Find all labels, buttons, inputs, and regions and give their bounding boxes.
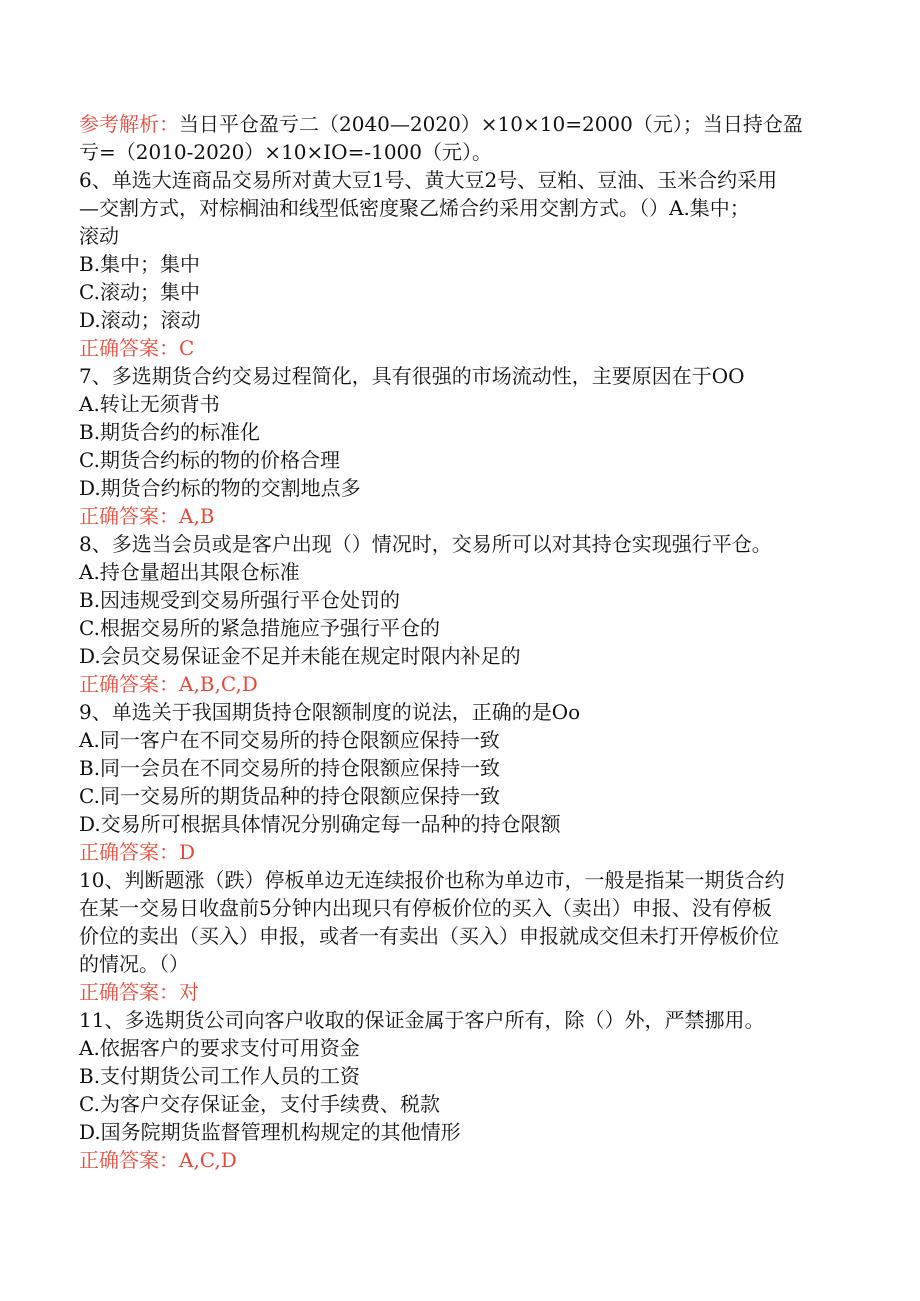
q8-answer: 正确答案：A,B,C,D (79, 672, 258, 696)
q9-answer: 正确答案：D (79, 840, 196, 864)
q6-stem-line-2: —交割方式，对棕榈油和线型低密度聚乙烯合约采用交割方式。（）A.集中； (79, 196, 750, 220)
q8-option-b: B.因违规受到交易所强行平仓处罚的 (79, 588, 401, 612)
q7-option-a: A.转让无须背书 (79, 392, 220, 416)
analysis-text-1: 当日平仓盈亏二（2040—2020）×10×10=2000（元）；当日持仓盈 (179, 112, 803, 136)
q10-stem-line-3: 价位的卖出（买入）申报，或者一有卖出（买入）申报就成交但未打开停板价位 (79, 924, 779, 948)
q7-stem: 7、多选期货合约交易过程简化，具有很强的市场流动性，主要原因在于OO (79, 364, 745, 388)
q7-answer: 正确答案：A,B (79, 504, 215, 528)
q6-answer: 正确答案：C (79, 336, 195, 360)
q6-option-c: C.滚动；集中 (79, 280, 200, 304)
q7-option-d: D.期货合约标的物的交割地点多 (79, 476, 361, 500)
q11-option-b: B.支付期货公司工作人员的工资 (79, 1064, 361, 1088)
analysis-line-1 (79, 110, 849, 138)
analysis-label: 参考解析： (79, 112, 179, 136)
q7-option-b: B.期货合约的标准化 (79, 420, 261, 444)
analysis-line-2: 亏=（2010-2020）×10×IO=-1000（元）。 (79, 140, 492, 164)
q6-option-d: D.滚动；滚动 (79, 308, 201, 332)
q9-option-b: B.同一会员在不同交易所的持仓限额应保持一致 (79, 756, 501, 780)
q10-stem-line-2: 在某一交易日收盘前5分钟内出现只有停板价位的买入（卖出）申报、没有停板 (79, 896, 772, 920)
q11-option-d: D.国务院期货监督管理机构规定的其他情形 (79, 1120, 461, 1144)
q11-option-c: C.为客户交存保证金，支付手续费、税款 (79, 1092, 440, 1116)
q9-option-d: D.交易所可根据具体情况分别确定每一品种的持仓限额 (79, 812, 561, 836)
q7-option-c: C.期货合约标的物的价格合理 (79, 448, 340, 472)
q8-option-d: D.会员交易保证金不足并未能在规定时限内补足的 (79, 644, 521, 668)
q9-stem: 9、单选关于我国期货持仓限额制度的说法，正确的是Oo (79, 700, 581, 724)
q6-stem-line-1: 6、单选大连商品交易所对黄大豆1号、黄大豆2号、豆粕、豆油、玉米合约采用 (79, 168, 778, 192)
q11-stem: 11、多选期货公司向客户收取的保证金属于客户所有，除（）外，严禁挪用。 (79, 1008, 765, 1032)
q8-option-a: A.持仓量超出其限仓标准 (79, 560, 300, 584)
document-page (79, 110, 849, 1174)
q9-option-c: C.同一交易所的期货品种的持仓限额应保持一致 (79, 784, 500, 808)
q10-stem-line-1: 10、判断题涨（跌）停板单边无连续报价也称为单边市，一般是指某一期货合约 (79, 868, 785, 892)
q10-answer: 正确答案：对 (79, 980, 199, 1004)
q6-option-b: B.集中；集中 (79, 252, 201, 276)
q10-stem-line-4: 的情况。（） (79, 952, 189, 976)
q6-stem-line-3: 滚动 (79, 224, 119, 248)
q8-stem: 8、多选当会员或是客户出现（）情况时，交易所可以对其持仓实现强行平仓。 (79, 532, 772, 556)
q8-option-c: C.根据交易所的紧急措施应予强行平仓的 (79, 616, 440, 640)
q9-option-a: A.同一客户在不同交易所的持仓限额应保持一致 (79, 728, 500, 752)
q11-option-a: A.依据客户的要求支付可用资金 (79, 1036, 360, 1060)
q11-answer: 正确答案：A,C,D (79, 1148, 237, 1172)
